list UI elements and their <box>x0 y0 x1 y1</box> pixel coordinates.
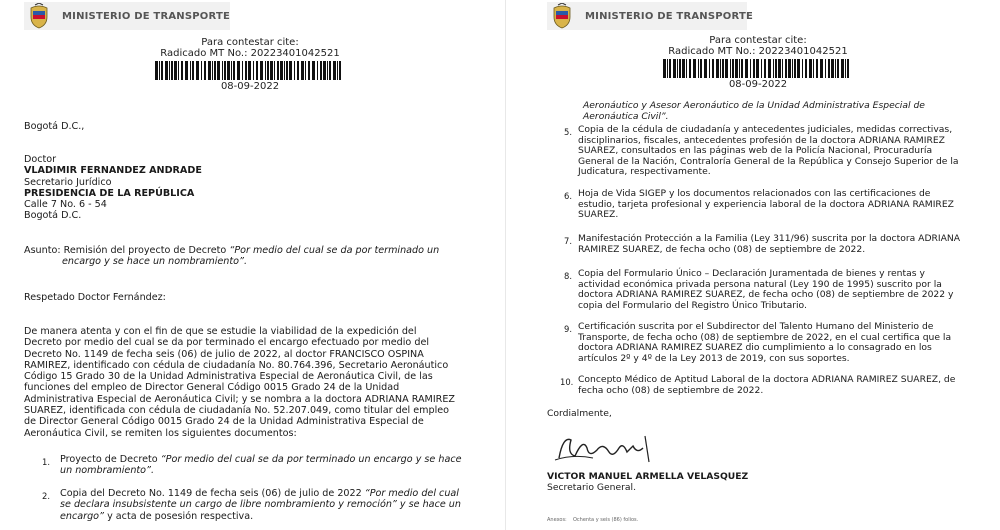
list-item-line: SUAREZ. <box>578 209 619 221</box>
list-item-line: Copia de la cédula de ciudadanía y antecedentes judiciales, medidas correctivas, <box>578 124 953 135</box>
body-line: Aeronáutica Civil, se remiten los siguientes documentos: <box>24 427 297 439</box>
coat-of-arms-icon <box>28 3 50 29</box>
list-item-number: 10. <box>560 377 574 387</box>
body-line: SUAREZ, identificada con cédula de ciudadanía No. 52.207.049, como titular del empleo <box>24 405 450 417</box>
list-item-title-cont: un nombramiento”. <box>60 465 155 477</box>
continued-text <box>583 101 993 122</box>
signature-image <box>553 428 663 468</box>
subject-block <box>24 245 484 268</box>
list-item <box>578 322 993 364</box>
list-item-line: doctora ADRIANA RAMIREZ SUAREZ, de fecha ocho (08) de septiembre de 2022 y <box>578 289 954 301</box>
signer-name: VICTOR MANUEL ARMELLA VELASQUEZ <box>547 471 749 482</box>
list-item-title-end: encargo” <box>60 510 105 522</box>
coat-of-arms-icon <box>551 3 573 29</box>
continued-line: Aeronáutica Civil”. <box>583 110 669 122</box>
barcode <box>663 59 853 78</box>
list-item-line: copia del Formulario del Registro Único Tributario. <box>578 299 807 311</box>
barcode <box>155 61 345 80</box>
recipient-entity: PRESIDENCIA DE LA REPÚBLICA <box>24 187 195 199</box>
greeting: Respetado Doctor Fernández: <box>24 292 166 303</box>
stamp-date: 08-09-2022 <box>220 81 280 92</box>
list-item-title: “Por medio del cual se da por terminado un encargo y se hace <box>160 454 462 465</box>
list-item-line: SUAREZ, consultados en las páginas web de la Policía Nacional, Procuraduría <box>578 145 933 157</box>
ministry-name: MINISTERIO DE TRANSPORTE <box>62 11 230 22</box>
list-item-line: disciplinarios, fiscales, antecedentes profesión de la doctora ADRIANA RAMIREZ <box>578 134 945 146</box>
list-item-line: Manifestación Protección a la Familia (Ley 311/96) suscrita por la doctora ADRIANA <box>578 233 961 244</box>
letter-page-2 <box>543 0 1000 530</box>
annex-label: Anexos: <box>547 517 567 523</box>
list-item-number: 5. <box>564 127 572 137</box>
body-line: Decreto por medio del cual se da por terminado el encargo efectuado por medio del <box>24 337 430 349</box>
list-item-title-cont: se declara insubsistente un cargo de libre nombramiento y remoción” y se hace un <box>60 499 461 511</box>
list-item-line: Concepto Médico de Aptitud Laboral de la doctora ADRIANA RAMIREZ SUAREZ, de <box>578 374 956 385</box>
list-item-line: General de la Nación, Contraloría General de la República y Consejo Superior de la <box>578 155 959 167</box>
signer-block <box>547 472 748 493</box>
list-item-line: Judicatura, respectivamente. <box>578 166 711 178</box>
list-item-number: 6. <box>564 191 572 201</box>
continued-line: Aeronáutico y Asesor Aeronáutico de la Unidad Administrativa Especial de <box>583 100 925 111</box>
list-item-line: actividad económica privada persona natural (Ley 190 de 1995) suscrito por la <box>578 278 942 290</box>
stamp-radicado: Radicado MT No.: 20223401042521 <box>160 48 340 59</box>
body-line: Decreto No. 1149 de fecha seis (06) de julio de 2022, al doctor FRANCISCO OSPINA <box>24 348 424 360</box>
body-line: Administrativa Especial de Aeronáutica Civil; y se nombra a la doctora ADRIANA RAMIREZ <box>24 393 455 405</box>
list-item-number: 1. <box>42 457 50 467</box>
list-item-line: fecha ocho (08) de septiembre de 2022. <box>578 384 764 396</box>
subject-label: Asunto: <box>24 245 61 256</box>
recipient-role: Secretario Jurídico <box>24 176 112 188</box>
annex-text: Ochenta y seis (86) folios. <box>573 517 639 523</box>
list-item-line: RAMIREZ SUAREZ, de fecha ocho (08) de septiembre de 2022. <box>578 243 866 255</box>
signer-role: Secretario General. <box>547 481 636 493</box>
letter-page-1 <box>0 0 490 530</box>
body-paragraph <box>24 326 484 439</box>
list-item-line: doctora ADRIANA RAMIREZ SUAREZ dio cumplimiento a lo consagrado en los <box>578 342 932 354</box>
stamp-radicado: Radicado MT No.: 20223401042521 <box>668 46 848 57</box>
stamp-cite-label: Para contestar cite: <box>201 37 299 48</box>
list-item-line: Certificación suscrita por el Subdirector del Talento Humano del Ministerio de <box>578 321 934 332</box>
letterhead <box>547 2 753 30</box>
list-item-number: 2. <box>42 491 50 501</box>
subject-quote-1: “Por medio del cual se da por terminado un <box>229 245 440 256</box>
body-line: RAMIREZ, identificado con cédula de ciudadanía No. 80.764.396, Secretario Aeronáutico <box>24 359 449 371</box>
list-item-line: Hoja de Vida SIGEP y los documentos relacionados con las certificaciones de <box>578 188 931 199</box>
page-divider <box>505 0 506 530</box>
list-item-title: “Por medio del cual <box>364 488 459 499</box>
subject-quote-2: encargo y se hace un nombramiento”. <box>62 256 248 268</box>
stamp-date: 08-09-2022 <box>728 79 788 90</box>
recipient-salutation: Doctor <box>24 154 57 165</box>
list-item-line: estudio, tarjeta profesional y experiencia laboral de la doctora ADRIANA RAMIREZ <box>578 198 954 210</box>
list-item-line: artículos 2º y 4º de la Ley 2013 de 2019, con sus soportes. <box>578 352 850 364</box>
closing: Cordialmente, <box>547 408 612 419</box>
body-line: Código 15 Grado 30 de la Unidad Administrativa Especial de Aeronáutica Civil, de las <box>24 371 433 383</box>
recipient-city: Bogotá D.C. <box>24 210 82 222</box>
list-item <box>578 269 993 311</box>
letterhead <box>24 2 230 30</box>
list-item <box>578 125 993 178</box>
list-item-line: Copia del Formulario Único – Declaración Juramentada de bienes y rentas y <box>578 268 925 279</box>
list-item <box>578 234 993 255</box>
stamp-cite-label: Para contestar cite: <box>709 35 807 46</box>
filing-stamp <box>150 37 350 92</box>
body-line: de Director General Código 0015 Grado 24 de la Unidad Administrativa Especial de <box>24 416 424 428</box>
list-item-line: Transporte, de fecha ocho (08) de septiembre de 2022, en el cual certifica que la <box>578 331 952 343</box>
list-item <box>578 189 993 221</box>
recipient-block <box>24 154 202 222</box>
list-item <box>60 454 485 477</box>
recipient-address: Calle 7 No. 6 - 54 <box>24 199 107 211</box>
body-line: funciones del empleo de Director General Código 0015 Grado 24 de la Unidad <box>24 382 400 394</box>
list-item <box>578 375 993 396</box>
ministry-name: MINISTERIO DE TRANSPORTE <box>585 11 753 22</box>
list-item-number: 8. <box>564 271 572 281</box>
list-item-lead: Copia del Decreto No. 1149 de fecha seis (06) de julio de 2022 <box>60 488 365 499</box>
body-line: De manera atenta y con el fin de que se estudie la viabilidad de la expedición del <box>24 326 417 337</box>
list-item-tail: y acta de posesión respectiva. <box>104 510 254 522</box>
list-item-number: 7. <box>564 236 572 246</box>
list-item-number: 9. <box>564 324 572 334</box>
filing-stamp <box>628 35 888 90</box>
list-item-lead: Proyecto de Decreto <box>60 454 161 465</box>
city-date: Bogotá D.C., <box>24 121 85 132</box>
list-item <box>60 488 485 522</box>
subject-text: Remisión del proyecto de Decreto <box>63 245 227 256</box>
recipient-name: VLADIMIR FERNANDEZ ANDRADE <box>24 165 202 177</box>
